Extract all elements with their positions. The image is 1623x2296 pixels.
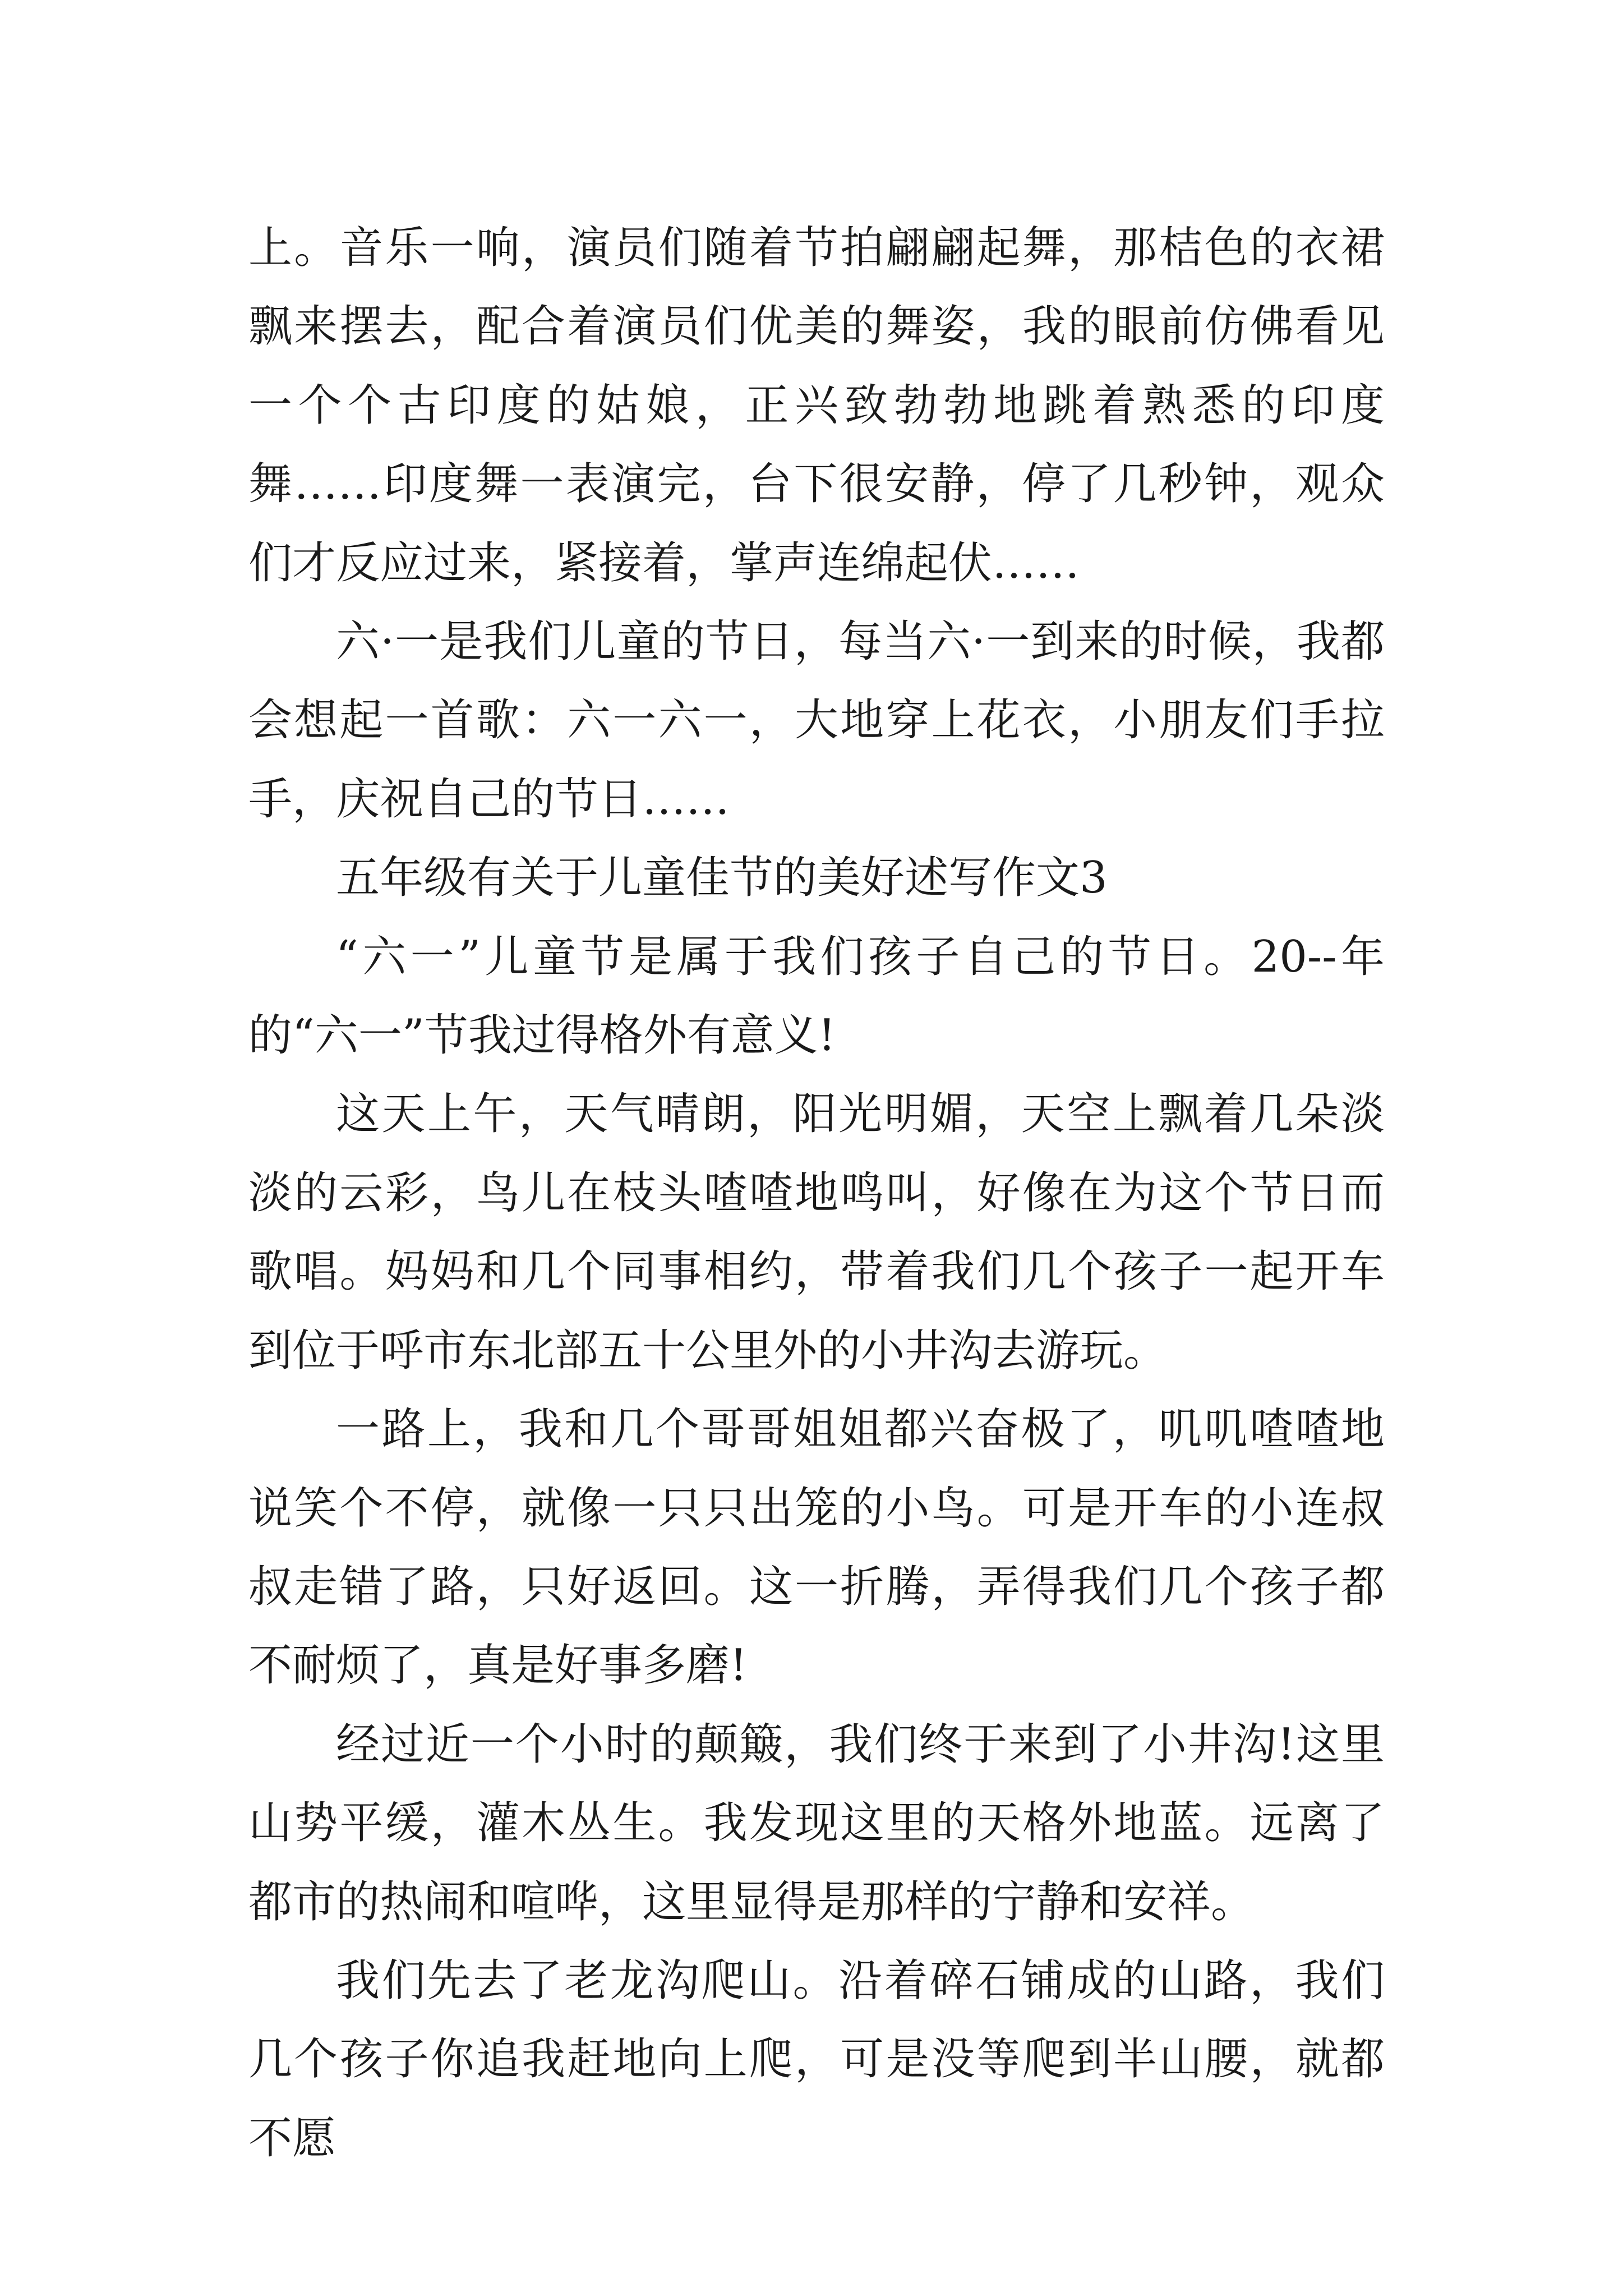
paragraph: 经过近一个小时的颠簸，我们终于来到了小井沟!这里山势平缓，灌木丛生。我发现这里的天格外地蓝。远离了都市的热闹和喧哗，这里显得是那样的宁静和安祥。 — [248, 1719, 1385, 1927]
paragraph: 一路上，我和几个哥哥姐姐都兴奋极了，叽叽喳喳地说笑个不停，就像一只只出笼的小鸟。可是开车的小连叔叔走错了路，只好返回。这一折腾，弄得我们几个孩子都不耐烦了，真是好事多磨! — [248, 1404, 1385, 1691]
section-heading: 五年级有关于儿童佳节的美好述写作文3 — [336, 853, 1108, 904]
paragraph: 这天上午，天气晴朗，阳光明媚，天空上飘着几朵淡淡的云彩，鸟儿在枝头喳喳地鸣叫，好像在为这个节日而歌唱。妈妈和几个同事相约，带着我们几个孩子一起开车到位于呼市东北部五十公里外的小井沟去游玩。 — [248, 1089, 1385, 1376]
paragraph: 上。音乐一响，演员们随着节拍翩翩起舞，那桔色的衣裙飘来摆去，配合着演员们优美的舞姿，我的眼前仿佛看见一个个古印度的姑娘，正兴致勃勃地跳着熟悉的印度舞……印度舞一表演完，台下很安静，停了几秒钟，观众们才反应过来，紧接着，掌声连绵起伏…… — [248, 223, 1385, 588]
paragraph: 六·一是我们儿童的节日，每当六·一到来的时候，我都会想起一首歌：六一六一，大地穿上花衣，小朋友们手拉手，庆祝自己的节日…… — [248, 616, 1385, 825]
document-body — [248, 209, 1385, 2178]
paragraph: 我们先去了老龙沟爬山。沿着碎石铺成的山路，我们几个孩子你追我赶地向上爬，可是没等爬到半山腰，就都不愿 — [248, 1955, 1385, 2164]
paragraph: “六一”儿童节是属于我们孩子自己的节日。20--年的“六一”节我过得格外有意义! — [248, 931, 1385, 1061]
